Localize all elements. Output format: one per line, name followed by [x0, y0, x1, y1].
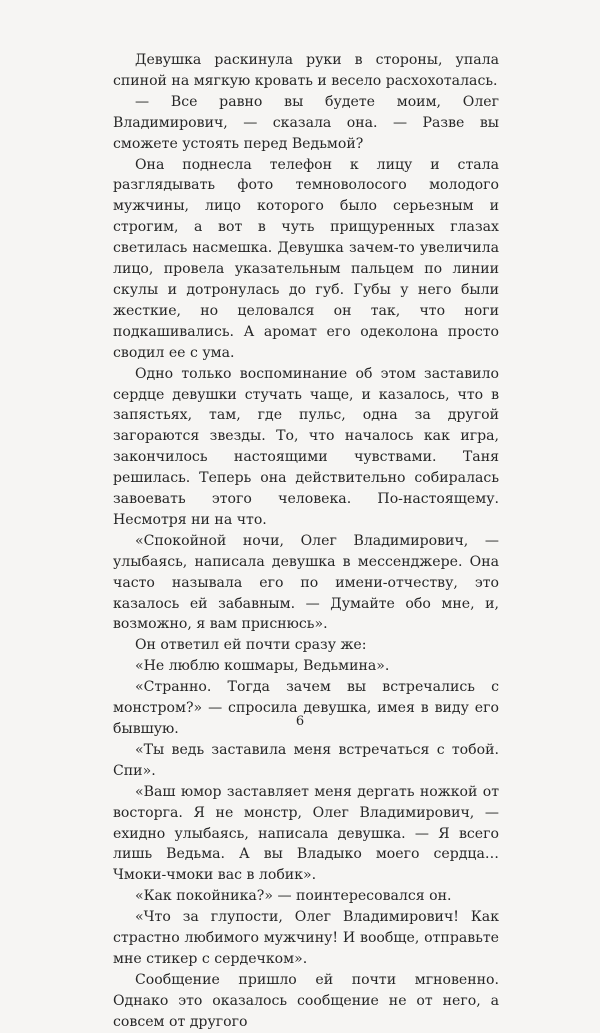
paragraph: «Как покойника?» — поинтересовался он.	[135, 888, 452, 905]
paragraph: «Странно. Тогда зачем вы встречались с монстром?» — спросила девушка, имея в виду его бывшую.	[113, 679, 499, 737]
paragraph: — Все равно вы будете моим, Олег Владимирович, — сказала она. — Разве вы сможете устоять перед Ведьмой?	[113, 93, 499, 152]
body-text	[113, 50, 499, 1033]
paragraph: Сообщение пришло ей почти мгновенно. Однако это оказалось сообщение не от него, а совсем от другого	[113, 971, 499, 1030]
paragraph: «Ваш юмор заставляет меня дергать ножкой от восторга. Я не монстр, Олег Владимирович, — ехидно улыбаясь, написала девушка. — Я всего лишь Ведьма. А вы Владыко моего сердца… Чмоки-чмоки вас в лобик».	[113, 783, 499, 884]
paragraph: «Спокойной ночи, Олег Владимирович, — улыбаясь, написала девушка в мессенджере. Она часто называла его по имени-отчеству, это казалось ей забавным. — Думайте обо мне, и, возможно, я вам приснюсь».	[113, 532, 499, 633]
page-number: 6	[295, 714, 305, 729]
paragraph: «Что за глупости, Олег Владимирович! Как страстно любимого мужчину! И вообще, отправьте мне стикер с сердечком».	[113, 909, 499, 967]
paragraph: «Не люблю кошмары, Ведьмина».	[135, 658, 390, 675]
paragraph: «Ты ведь заставила меня встречаться с тобой. Спи».	[113, 741, 499, 779]
paragraph: Он ответил ей почти сразу же:	[135, 637, 367, 654]
paragraph: Одно только воспоминание об этом заставило сердце девушки стучать чаще, и казалось, что в запястьях, там, где пульс, одна за другой загораются звезды. То, что началось как игра, закончилось настоящими чувствами. Таня решилась. Теперь она действительно собиралась завоевать этого человека. По-настоящему. Несмотря ни на что.	[113, 365, 499, 528]
paragraph: Она поднесла телефон к лицу и стала разглядывать фото темноволосого молодого мужчины, лицо которого было серьезным и строгим, а вот в чуть прищуренных глазах светилась насмешка. Девушка зачем-то увеличила лицо, провела указательным пальцем по линии скулы и дотронулась до губ. Губы у него были жесткие, но целовался он так, что ноги подкашивались. А аромат его одеколона просто сводил ее с ума.	[113, 156, 499, 361]
paragraph: Девушка раскинула руки в стороны, упала спиной на мягкую кровать и весело расхохоталась.	[113, 52, 499, 89]
